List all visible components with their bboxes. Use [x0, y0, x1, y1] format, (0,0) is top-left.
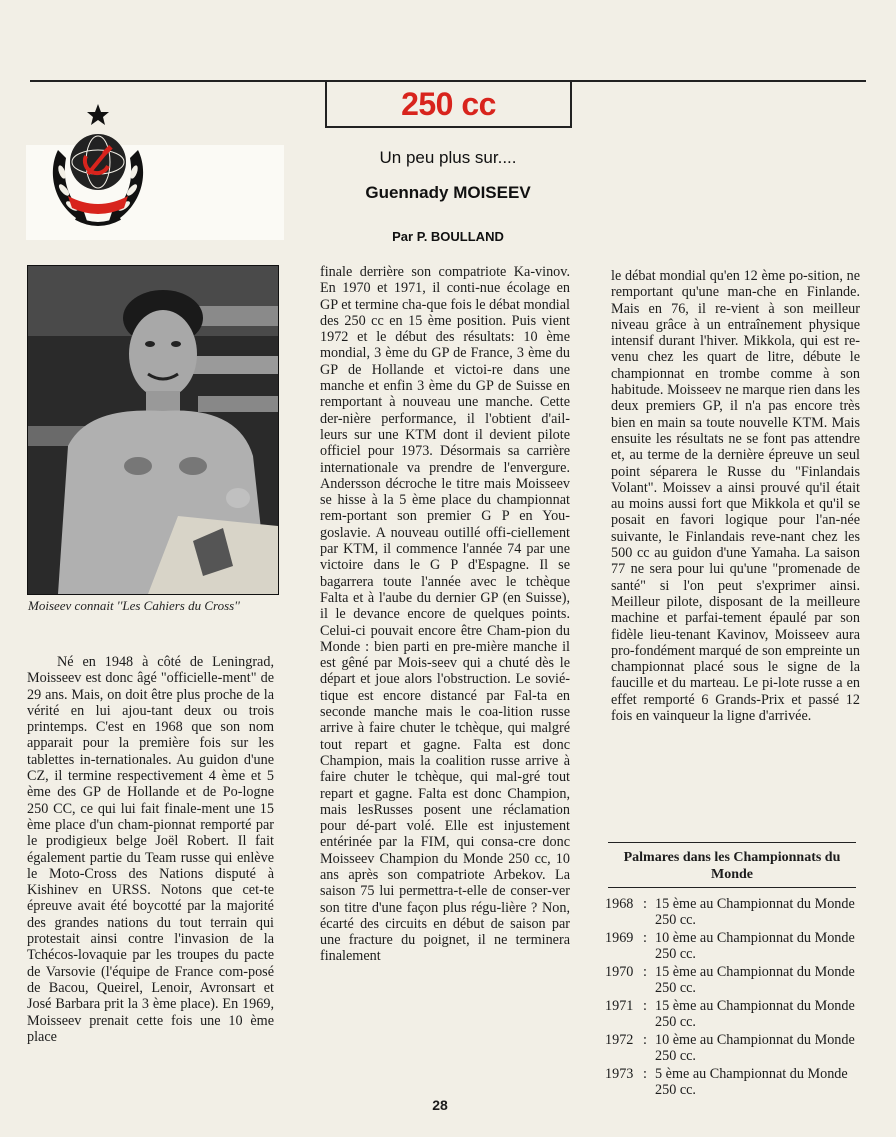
article-paragraph-1: Né en 1948 à côté de Leningrad, Moisseev est donc âgé "officielle-ment" de 29 ans. Mais, on doit être plus proche de la vérité en lui ajou-tant deux ou trois printemps. C'est en 1968 que son nom apparait pour la première fois sur les tablettes in-ternationales. Au guidon d'une CZ, il termine respectivement 4 ème et 5 ème des GP de Hollande et de Po-logne 250 CC, ce qui lui fait finale-ment une 15 ème place d'un cham-pionnat remporté par le prodigieux belge Joël Robert. Il fait également partie du Team russe qui enlève le Moto-Cross des Nations disputé à Kishinev en URSS. Notons que cet-te épreuve avait été boycotté par la majorité des grandes nations du tout terrain qui protestait ainsi contre l'invasion de la Tchécos-lovaquie par les troupes du pacte de Varsovie (l'équipe de France com-posé de Bacou, Queirel, Lenoir, Avronsart et José Barbara prit la 3 ème place). En 1969, Moisseev prenait cette fois une 10 ème place	[27, 654, 274, 1045]
palmares-result: 10 ème au Championnat du Monde 250 cc.	[655, 930, 855, 962]
rider-photo	[27, 265, 279, 595]
photo-caption: Moiseev connait ''Les Cahiers du Cross''	[28, 598, 240, 613]
palmares-item	[605, 1066, 860, 1098]
article-paragraph-2: finale derrière son compatriote Ka-vinov. En 1970 et 1971, il conti-nue écolage en GP et termine cha-que fois le débat mondial des 250 cc en 15 ème position. Puis vient 1972 et le début des résultats: 10 ème mondial, 3 ème du GP de France, 3 ème du GP de Hollande et victoi-re dans une manche et enfin 3 ème du GP de Suisse en remportant à nouveau une manche. Cette der-nière performance, il l'obtient d'ail-leurs sur une KTM dont il devient pilote officiel pour 1973. Désormais sa carrière internationale va prendre de l'envergure. Andersson décroche le titre mais Moisseev se hisse à la 5 ème place du championnat rem-portant son premier G P en You-goslavie. A nouveau outillé offi-ciellement par KTM, il commence l'année 74 par une victoire dans le G P d'Espagne. Il se bagarrera toute l'année avec le tchèque Falta et à l'aube du dernier GP (en Suisse), il le devance encore de quelques points. Celui-ci pouvait encore être Cham-pion du Monde : bien parti en pre-mière manche il est gêné par Mois-seev qui a chuté dès le départ et joue alors l'obstruction. Le sovié-tique est encore distancé par Fal-ta en seconde manche mais le coa-lition russe arrive à faire chuter le tchèque, qui malgré tout repart et gagne. Falta est donc Champion, mais la coalition russe arrive à faire chuter le tchèque, qui mal-gré tout repart et gagne. Falta est donc Champion, mais lesRusses posent une réclamation pour dé-part volé. Elle est injustement entérinée par la FIM, qui consa-cre donc Moisseev Champion du Monde 250 cc, 10 ans après son compatriote Arbekov. La saison 75 lui permettra-t-elle de conser-ver son titre d'une façon plus régu-lière ? Non, écarté des circuits en début de saison par une fracture du poignet, il ne terminera finalement	[320, 264, 570, 965]
palmares-year: 1970	[605, 964, 634, 980]
palmares-year: 1972	[605, 1032, 634, 1048]
article-kicker: Un peu plus sur....	[379, 148, 517, 167]
palmares-separator: :	[643, 1066, 647, 1082]
article-paragraph-3: le débat mondial qu'en 12 ème po-sition, ne remportant qu'une man-che en Finlande. Mais en 76, il re-vient à son meilleur niveau grâce à un entraînement physique intensif durant l'hiver. Mikkola, qui est re-venu chez les quart de litre, débute le championnat en trombe comme à son habitude. Moisseev ne marque rien dans les deux premiers GP, il n'a pas encore très bien en main sa toute nouvelle KTM. Mais ensuite les résultats ne se font pas attendre et, au terme de la dernière épreuve un seul point séparera le Russe du "Finlandais Volant". Moissev a ainsi prouvé qu'il était au moins aussi fort que Mikkola et qu'il se posait en favori logique pour l'an-née suivante, le Finlandais reve-nant chez les 500 cc au guidon d'une Yamaha. La saison 77 ne sera pour lui qu'une "promenade de santé" si l'on peut s'exprimer ainsi. Meilleur pilote, disposant de la meilleure machine et parfai-tement épaulé par son fidèle lieu-tenant Kavinov, Moisseev aura pro-fondément marqué de son empreinte un championnat placé sous le signe de la faucille et du marteau. Le pi-lote russe a en effet remporté 6 Grands-Prix et passé 12 fois en vainqueur la ligne d'arrivée.	[611, 268, 860, 725]
palmares-separator: :	[643, 964, 647, 980]
palmares-separator: :	[643, 1032, 647, 1048]
palmares-year: 1973	[605, 1066, 634, 1082]
palmares-result: 10 ème au Championnat du Monde 250 cc.	[655, 1032, 855, 1064]
palmares-top-rule	[608, 842, 856, 843]
page-number: 28	[432, 1097, 448, 1113]
palmares-result: 15 ème au Championnat du Monde 250 cc.	[655, 998, 855, 1030]
palmares-item	[605, 896, 860, 928]
article-column-1	[27, 654, 274, 1045]
palmares-item	[605, 964, 860, 996]
palmares-bottom-rule	[608, 887, 856, 888]
palmares-result: 15 ème au Championnat du Monde 250 cc.	[655, 964, 855, 996]
article-byline: Par P. BOULLAND	[392, 229, 504, 244]
palmares-item	[605, 1032, 860, 1064]
palmares-year: 1968	[605, 896, 634, 912]
article-column-3	[611, 268, 860, 724]
palmares-separator: :	[643, 930, 647, 946]
section-title-box	[325, 82, 572, 128]
rider-photo-illustration	[28, 266, 278, 594]
article-headline: Guennady MOISEEV	[365, 183, 531, 202]
palmares-year: 1971	[605, 998, 634, 1014]
palmares-year: 1969	[605, 930, 634, 946]
palmares-item	[605, 930, 860, 962]
palmares-result: 15 ème au Championnat du Monde 250 cc.	[655, 896, 855, 928]
palmares-item	[605, 998, 860, 1030]
section-title: 250 cc	[401, 85, 496, 122]
soviet-emblem-icon	[28, 100, 168, 240]
palmares-separator: :	[643, 896, 647, 912]
palmares-result: 5 ème au Championnat du Monde 250 cc.	[655, 1066, 848, 1098]
palmares-title: Palmares dans les Championnats du Monde	[623, 850, 841, 882]
palmares-list	[605, 896, 860, 1100]
article-column-2	[320, 264, 570, 965]
palmares-separator: :	[643, 998, 647, 1014]
